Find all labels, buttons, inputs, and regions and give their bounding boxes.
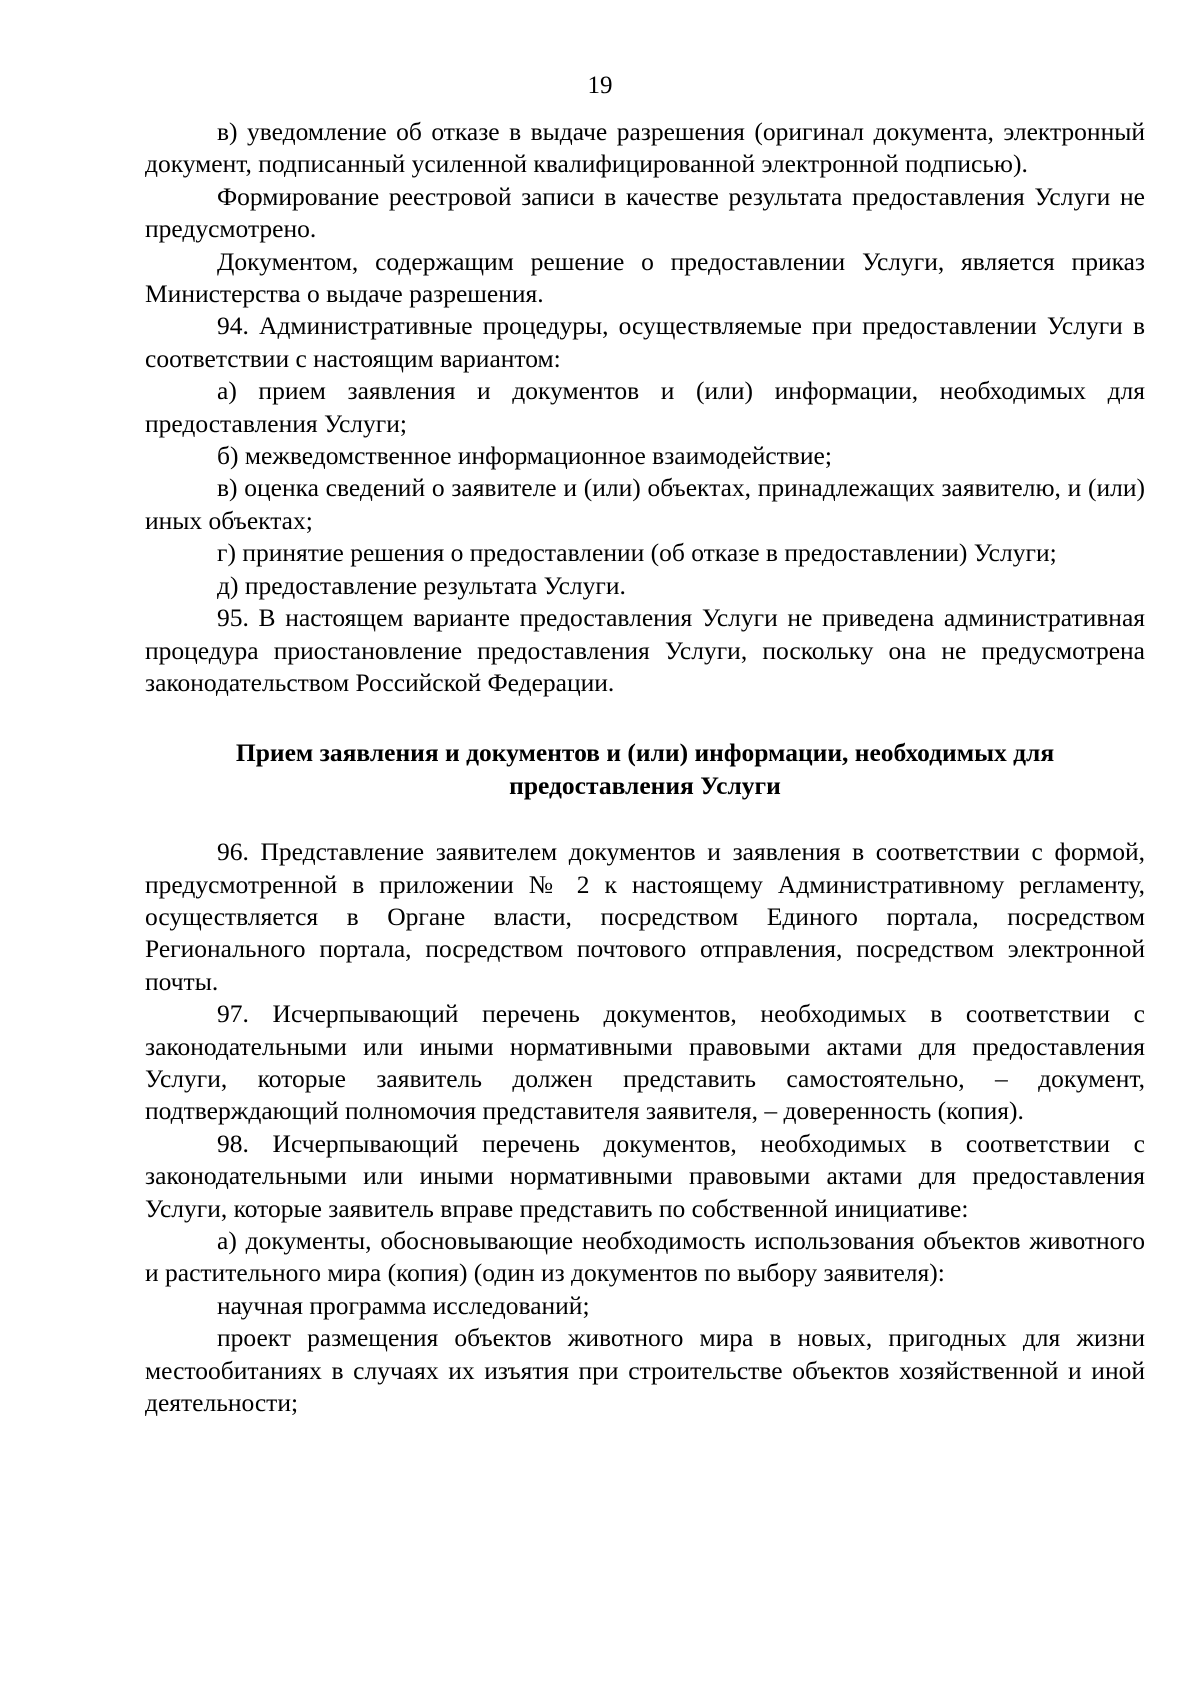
document-body	[145, 116, 1145, 1419]
paragraph-98-item-a: а) документы, обосновывающие необходимость использования объектов животного и растительного мира (копия) (один из документов по выбору заявителя):	[145, 1226, 1145, 1288]
paragraph-98: 98. Исчерпывающий перечень документов, необходимых в соответствии с законодательными или иными нормативными правовыми актами для предоставления Услуги, которые заявитель вправе представить по собственной инициативе:	[145, 1128, 1145, 1223]
paragraph-94: 94. Административные процедуры, осуществляемые при предоставлении Услуги в соответствии с настоящим вариантом:	[145, 311, 1145, 373]
paragraph-97: 97. Исчерпывающий перечень документов, необходимых в соответствии с законодательными или иными нормативными правовыми актами для предоставления Услуги, которые заявитель должен представить самостоятельно, – документ, подтверждающий полномочия представителя заявителя, – доверенность (копия).	[145, 999, 1145, 1126]
section-heading	[145, 737, 1145, 802]
list-item-v: в) оценка сведений о заявителе и (или) объектах, принадлежащих заявителю, и (или) иных объектах;	[145, 473, 1145, 535]
list-item-a: а) прием заявления и документов и (или) информации, необходимых для предоставления Услуги;	[145, 376, 1145, 438]
paragraph-decision-document: Документом, содержащим решение о предоставлении Услуги, является приказ Министерства о выдаче разрешения.	[145, 246, 1145, 309]
paragraph-96: 96. Представление заявителем документов и заявления в соответствии с формой, предусмотренной в приложении № 2 к настоящему Административному регламенту, осуществляется в Органе власти, посредством Единого портала, посредством Регионального портала, посредством почтового отправления, посредством электронной почты.	[145, 837, 1145, 996]
section-heading-line-1: Прием заявления и документов и (или) информации, необходимых для	[235, 738, 1055, 768]
paragraph-relocation-project: проект размещения объектов животного мира в новых, пригодных для жизни местообитаниях в случаях их изъятия при строительстве объектов хозяйственной и иной деятельности;	[145, 1323, 1145, 1418]
list-item-b: б) межведомственное информационное взаимодействие;	[217, 441, 832, 471]
page-number: 19	[587, 72, 613, 99]
section-heading-line-2: предоставления Услуги	[509, 770, 781, 800]
paragraph-research-program: научная программа исследований;	[217, 1290, 590, 1320]
list-item-g: г) принятие решения о предоставлении (об отказе в предоставлении) Услуги;	[217, 538, 1057, 568]
paragraph-result-refusal-notice: в) уведомление об отказе в выдаче разрешения (оригинал документа, электронный документ, подписанный усиленной квалифицированной электронной подписью).	[145, 117, 1145, 179]
paragraph-95: 95. В настоящем варианте предоставления Услуги не приведена административная процедура приостановление предоставления Услуги, поскольку она не предусмотрена законодательством Российской Федерации.	[145, 603, 1145, 697]
list-item-d: д) предоставление результата Услуги.	[217, 570, 626, 600]
paragraph-registry-entry: Формирование реестровой записи в качестве результата предоставления Услуги не предусмотрено.	[145, 181, 1145, 244]
